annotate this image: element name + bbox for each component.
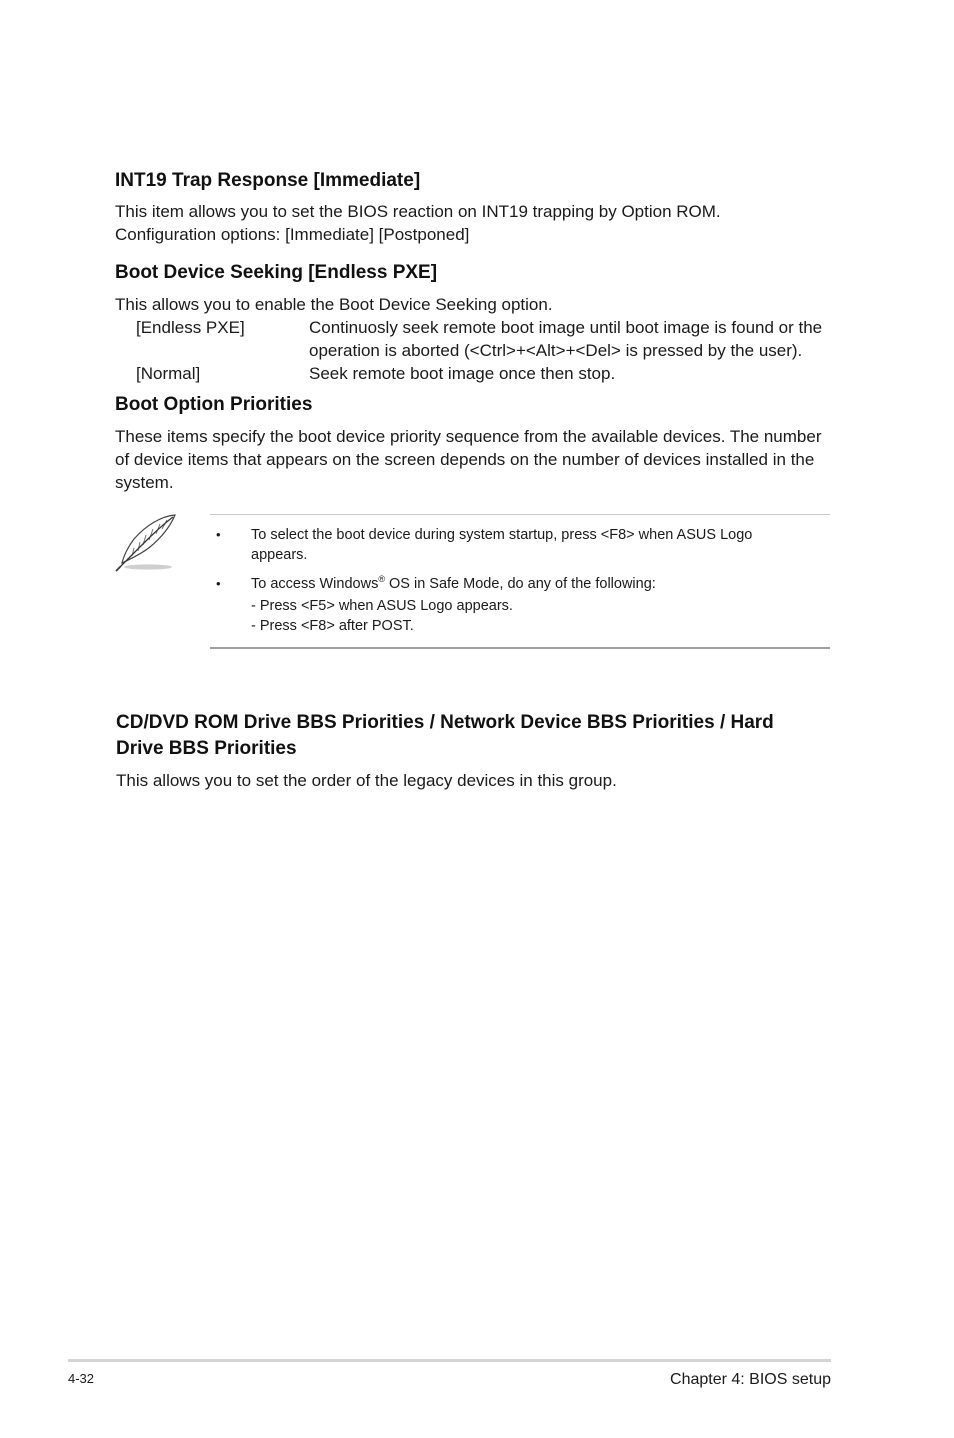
note-item-1-line-2: appears. xyxy=(251,547,308,563)
note-item-2-line-1 xyxy=(251,574,656,595)
page-number: 4-32 xyxy=(68,1371,95,1386)
note-item-2-pre: To access Windows xyxy=(251,576,379,592)
boot-option-text-2: of device items that appears on the screen depends on the number of devices installed in the xyxy=(115,450,815,469)
int19-description: This item allows you to set the BIOS reaction on INT19 trapping by Option ROM. xyxy=(115,202,721,221)
option-desc-endless-pxe-2: operation is aborted (<Ctrl>+<Alt>+<Del> is pressed by the user). xyxy=(309,341,803,360)
footer-rule xyxy=(68,1359,831,1362)
bbs-description: This allows you to set the order of the legacy devices in this group. xyxy=(116,771,617,790)
int19-heading: INT19 Trap Response [Immediate] xyxy=(115,170,421,191)
note-bullet-2: • xyxy=(216,576,221,591)
registered-mark: ® xyxy=(378,574,385,585)
note-bottom-rule xyxy=(210,647,830,649)
option-key-normal: [Normal] xyxy=(136,364,201,383)
chapter-title: Chapter 4: BIOS setup xyxy=(670,1371,831,1388)
int19-config-options: Configuration options: [Immediate] [Postponed] xyxy=(115,225,470,244)
note-item-2-sub-1: - Press <F5> when ASUS Logo appears. xyxy=(251,598,513,614)
note-bullet-1: • xyxy=(216,527,221,542)
note-top-rule xyxy=(210,514,830,515)
note-item-2-sub-2: - Press <F8> after POST. xyxy=(251,618,414,634)
note-item-1-line-1: To select the boot device during system startup, press <F8> when ASUS Logo xyxy=(251,527,753,543)
option-key-endless-pxe: [Endless PXE] xyxy=(136,318,245,337)
option-desc-endless-pxe-1: Continuosly seek remote boot image until boot image is found or the xyxy=(309,318,823,337)
feather-pen-icon xyxy=(112,511,178,573)
option-desc-normal: Seek remote boot image once then stop. xyxy=(309,364,616,383)
bbs-heading-line-1: CD/DVD ROM Drive BBS Priorities / Network Device BBS Priorities / Hard xyxy=(116,712,774,733)
boot-option-heading: Boot Option Priorities xyxy=(115,394,313,415)
bbs-heading-line-2: Drive BBS Priorities xyxy=(116,738,297,759)
boot-option-text-3: system. xyxy=(115,473,174,492)
boot-option-text-1: These items specify the boot device priority sequence from the available devices. The number xyxy=(115,427,822,446)
boot-seeking-heading: Boot Device Seeking [Endless PXE] xyxy=(115,262,438,283)
note-item-2-post: OS in Safe Mode, do any of the following: xyxy=(384,576,656,592)
boot-seeking-intro: This allows you to enable the Boot Device Seeking option. xyxy=(115,295,553,314)
